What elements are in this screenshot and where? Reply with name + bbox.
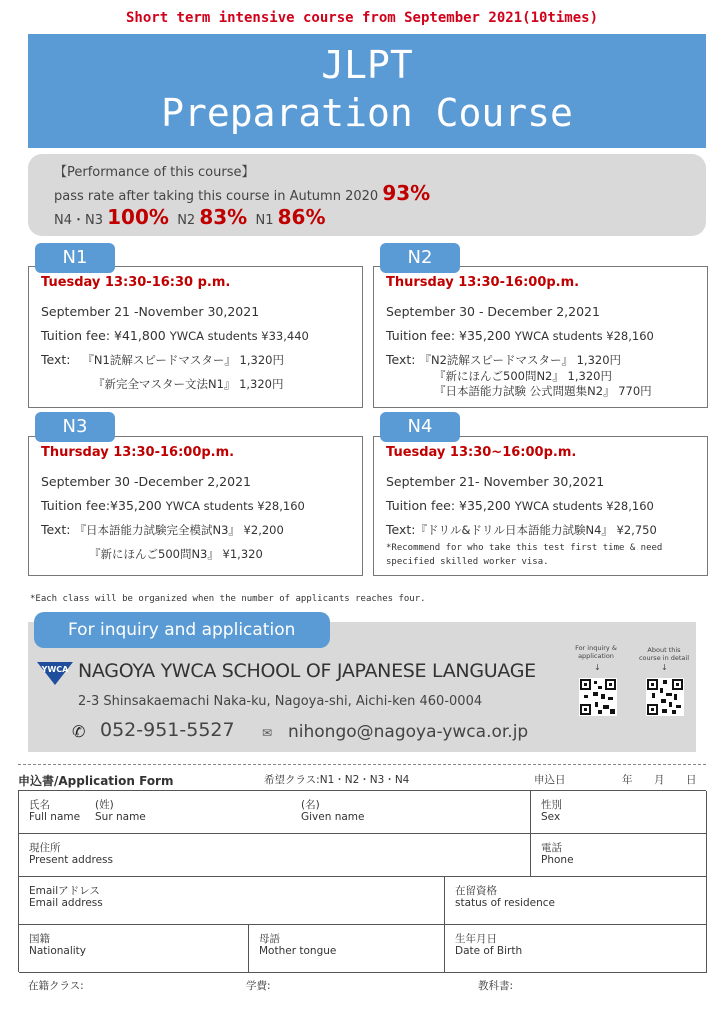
n4-fee-label: Tuition fee:: [386, 498, 456, 513]
n2-label: N2: [177, 213, 196, 228]
n1-day: Tuesday 13:30-16:30 p.m.: [41, 275, 231, 290]
month-label: 月: [654, 774, 665, 786]
status-label: status of residence: [455, 897, 556, 909]
phone-jp: 電話: [541, 842, 562, 854]
n4-text1: 『ドリル&ドリル日本語能力試験N4』 ¥2,750: [415, 523, 657, 537]
surname-label: Sur name: [95, 811, 146, 823]
course-n1: [28, 266, 363, 408]
school-address: 2-3 Shinsakaemachi Naka-ku, Nagoya-shi, Aichi-ken 460-0004: [78, 694, 483, 709]
nationality-field[interactable]: [19, 925, 249, 973]
day-label: 日: [686, 774, 697, 786]
n1-dates: September 21 -November 30,2021: [41, 304, 260, 319]
form-title: 申込書/Application Form: [18, 774, 174, 788]
course-banner: Short term intensive course from September 2021(10times): [125, 10, 598, 26]
n3-text1: 『日本語能力試験完全模試N3』 ¥2,200: [74, 523, 284, 537]
n1-text-label: Text:: [41, 352, 71, 367]
n2-text-label: Text:: [386, 352, 416, 367]
n4-fee: ¥35,200: [459, 498, 511, 513]
footer-text: 教科書:: [478, 980, 514, 992]
n3-day: Thursday 13:30-16:00p.m.: [41, 445, 235, 460]
n3-fee-label: Tuition fee:: [41, 498, 111, 513]
pass-rate: 93%: [382, 181, 431, 205]
arrow-down-icon: ↓: [661, 663, 668, 672]
ywca-logo: [36, 660, 74, 686]
arrow-down-icon: ↓: [594, 663, 601, 672]
n4n3-rate: 100%: [107, 205, 169, 229]
n3-dates: September 30 -December 2,2021: [41, 474, 251, 489]
n3-text2: 『新にほんご500問N3』 ¥1,320: [89, 547, 263, 561]
n1-text2: 『新完全マスター文法N1』 1,320円: [93, 377, 284, 391]
email-label: Email address: [29, 897, 103, 909]
email-jp: Emailアドレス: [29, 885, 100, 897]
phone-field[interactable]: [531, 834, 707, 877]
footer-fee: 学費:: [246, 980, 271, 992]
n3-text-label: Text:: [41, 522, 71, 537]
course-n4: [373, 436, 708, 576]
n2-fee: ¥35,200: [459, 328, 511, 343]
email-field[interactable]: [19, 877, 445, 925]
address-field[interactable]: [19, 834, 531, 877]
n1-fee: ¥41,800: [114, 328, 166, 343]
inquiry-tag: For inquiry and application: [34, 612, 330, 648]
mei-jp: (名): [301, 799, 320, 811]
phone-icon: ✆: [72, 722, 86, 741]
tongue-jp: 母語: [259, 933, 280, 945]
n4n3-label: N4・N3: [54, 213, 103, 228]
full-name-label: Full name: [29, 811, 81, 823]
cut-line: [18, 764, 706, 765]
n1-rate: 86%: [277, 205, 326, 229]
qr1-label: For inquiry & application: [575, 644, 617, 660]
dob-label: Date of Birth: [455, 945, 523, 957]
title-line1: JLPT: [321, 43, 413, 87]
n2-dates: September 30 - December 2,2021: [386, 304, 600, 319]
status-jp: 在留資格: [455, 885, 497, 897]
n2-text1: 『N2読解スピードマスター』 1,320円: [419, 353, 622, 367]
n1-fee-label: Tuition fee:: [41, 328, 111, 343]
n2-day: Thursday 13:30-16:00p.m.: [386, 275, 580, 290]
mail-icon: ✉: [262, 726, 273, 740]
performance-box: [28, 154, 706, 236]
qr2-label: About this course in detail: [638, 646, 690, 662]
n4-text-label: Text:: [386, 522, 416, 537]
n2-text2: 『新にほんご500問N2』 1,320円: [434, 369, 612, 383]
dob-field[interactable]: [445, 925, 707, 973]
n2-ywca: YWCA students ¥28,160: [514, 329, 654, 343]
n4-day: Tuesday 13:30~16:00p.m.: [386, 445, 577, 460]
n3-ywca: YWCA students ¥28,160: [165, 499, 305, 513]
n1-text1: 『N1読解スピードマスター』 1,320円: [82, 353, 284, 367]
given-name-label: Given name: [301, 811, 365, 823]
sei-jp: (姓): [95, 799, 114, 811]
course-n3: [28, 436, 363, 576]
n4-note: *Recommend for who take this test first time & need specified skilled worker visa.: [386, 543, 663, 567]
n2-fee-label: Tuition fee:: [386, 328, 456, 343]
title-box: [28, 34, 706, 148]
n1-ywca: YWCA students ¥33,440: [169, 329, 309, 343]
n3-fee: ¥35,200: [110, 498, 162, 513]
address-jp: 現住所: [29, 842, 61, 854]
tag-n2: N2: [380, 243, 460, 273]
year-label: 年: [622, 774, 633, 786]
qr-code-inquiry[interactable]: [579, 678, 617, 716]
sex-field[interactable]: [531, 791, 707, 834]
school-phone[interactable]: 052-951-5527: [100, 719, 235, 741]
tongue-field[interactable]: [249, 925, 445, 973]
organize-note: *Each class will be organized when the number of applicants reaches four.: [30, 594, 426, 604]
n4-ywca: YWCA students ¥28,160: [514, 499, 654, 513]
application-form: [18, 790, 706, 972]
tongue-label: Mother tongue: [259, 945, 337, 957]
tag-n3: N3: [35, 412, 115, 442]
title-line2: Preparation Course: [161, 91, 573, 135]
course-n2: [373, 266, 708, 408]
ywca-logo-text: YWCA: [41, 665, 69, 674]
nationality-label: Nationality: [29, 945, 87, 957]
name-jp: 氏名: [29, 799, 50, 811]
n2-text3: 『日本語能力試験 公式問題集N2』 770円: [434, 384, 652, 398]
address-label: Present address: [29, 854, 113, 866]
tag-n4: N4: [380, 412, 460, 442]
school-name: NAGOYA YWCA SCHOOL OF JAPANESE LANGUAGE: [78, 660, 536, 682]
sex-jp: 性別: [541, 799, 562, 811]
n1-label: N1: [255, 213, 274, 228]
sex-label: Sex: [541, 811, 561, 823]
name-field[interactable]: [19, 791, 531, 834]
dob-jp: 生年月日: [455, 933, 497, 945]
tag-n1: N1: [35, 243, 115, 273]
footer-class: 在籍クラス:: [28, 980, 84, 992]
nationality-jp: 国籍: [29, 933, 50, 945]
qr-code-course[interactable]: [646, 678, 684, 716]
class-choice: 希望クラス:N1・N2・N3・N4: [264, 774, 410, 786]
phone-label: Phone: [541, 854, 574, 866]
pass-text: pass rate after taking this course in Autumn 2020: [54, 189, 379, 204]
n4-dates: September 21- November 30,2021: [386, 474, 605, 489]
status-field[interactable]: [445, 877, 707, 925]
school-email[interactable]: nihongo@nagoya-ywca.or.jp: [288, 722, 529, 742]
performance-heading: 【Performance of this course】: [54, 165, 255, 180]
n2-rate: 83%: [199, 205, 248, 229]
date-label: 申込日: [534, 774, 566, 786]
